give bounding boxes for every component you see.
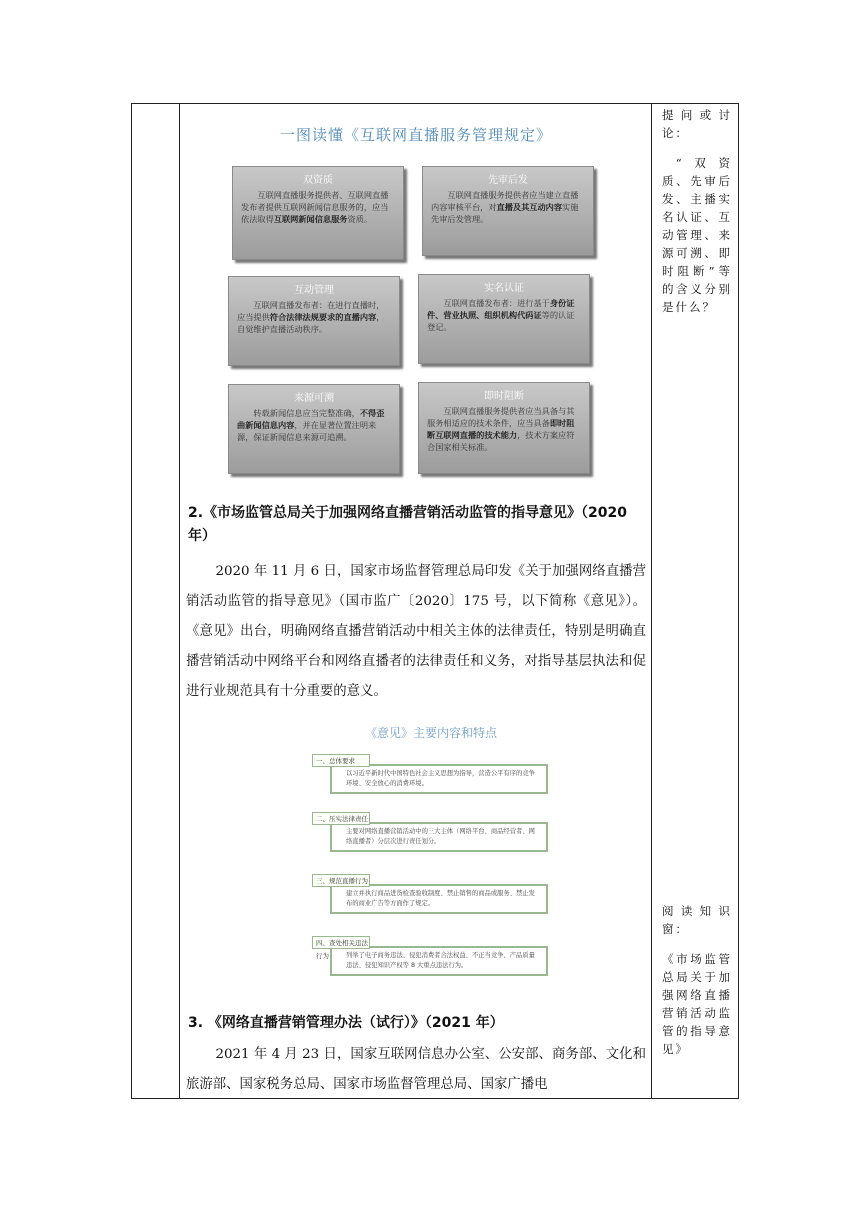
infographic-title: 《意见》主要内容和特点 <box>364 726 497 740</box>
lesson-table <box>131 103 739 1099</box>
section-3-paragraph: 2021 年 4 月 23 日，国家互联网信息办公室、公安部、商务部、文化和旅游部、国家税务总局、国家市场监督管理总局、国家广播电 <box>186 1047 646 1092</box>
opinion-section-text: 建立并执行商品进货检查验收制度、禁止销售的商品或服务、禁止发布的商业广告等方面作了规定。 <box>330 884 548 914</box>
card-body: 互联网直播发布者：进行基于身份证件、营业执照、组织机构代码证等的认证登记。 <box>427 298 575 332</box>
card-title: 实名认证 <box>484 283 524 294</box>
card-dual-qualification <box>232 166 404 260</box>
section-3-heading: 3. 《网络直播营销管理办法（试行）》（2021 年） <box>188 1015 504 1031</box>
opinion-section-label: 二、压实法律责任 <box>312 812 370 825</box>
card-body: 转载新闻信息应当完整准确，不得歪曲新闻信息内容，并在显著位置注明来源，保证新闻信息来源可追溯。 <box>237 408 385 442</box>
opinion-section-text: 主要对网络直播营销活动中的三大主体（网络平台、商品经营者、网络直播者）分层次进行责任划分。 <box>330 822 548 852</box>
card-title: 互动管理 <box>294 285 334 296</box>
section-2-heading: 2.《市场监管总局关于加强网络直播营销活动监管的指导意见》（2020年） <box>188 505 628 544</box>
card-interaction-management <box>228 276 400 366</box>
card-title: 来源可溯 <box>294 393 334 404</box>
card-body: 互联网直播服务提供者应当具备与其服务相适应的技术条件，应当具备即时阻断互联网直播的技术能力，技术方案应符合国家相关标准。 <box>427 406 575 452</box>
left-column <box>132 104 180 1098</box>
card-title: 先审后发 <box>488 175 528 186</box>
opinion-section-label: 一、总体要求 <box>312 754 370 767</box>
infographic-opinion-contents <box>312 724 550 986</box>
card-real-name-authentication <box>418 274 590 364</box>
infographic-title: 一图读懂《互联网直播服务管理规定》 <box>279 126 552 144</box>
discussion-prompt-body: “双资质、先审后发、主播实名认证、互动管理、来源可溯、即时阻断”等的含义分别是什么？ <box>662 156 732 314</box>
card-instant-blocking <box>418 382 590 474</box>
opinion-section-label: 四、查处相关违法行为 <box>312 936 370 949</box>
card-body: 互联网直播服务提供者、互联网直播发布者提供互联网新闻信息服务的，应当依法取得互联网新闻信息服务资质。 <box>241 190 389 224</box>
card-body: 互联网直播发布者：在进行直播时，应当提供符合法律法规要求的直播内容，自觉维护直播活动秩序。 <box>237 300 385 334</box>
card-traceable-source <box>228 384 400 474</box>
opinion-section-text: 列举了电子商务违法、侵犯消费者合法权益、不正当竞争、产品质量违法、侵犯知识产权等 8 大重点违法行为。 <box>330 946 548 976</box>
card-review-before-publish <box>422 166 594 256</box>
card-title: 即时阻断 <box>484 391 524 402</box>
reading-window-title: 阅读知识窗： <box>662 904 732 936</box>
discussion-prompt-title: 提问或讨论： <box>662 108 732 140</box>
main-column <box>180 104 652 1098</box>
card-body: 互联网直播服务提供者应当建立直播内容审核平台，对直播及其互动内容实施先审后发管理。 <box>431 190 579 224</box>
side-column <box>652 104 738 1098</box>
opinion-section-label: 三、规范直播行为 <box>312 874 370 887</box>
card-title: 双资质 <box>303 175 333 186</box>
opinion-section-text: 以习近平新时代中国特色社会主义思想为指导，营造公平有序的竞争环境、安全放心的消费环境。 <box>330 764 548 794</box>
section-2-paragraph: 2020 年 11 月 6 日，国家市场监督管理总局印发《关于加强网络直播营销活动监管的指导意见》（国市监广〔2020〕175 号，以下简称《意见》）。《意见》出台，明确网络直播营销活动中相关主体的法律责任，特别是明确直播营销活动中网络平台和网络直播者的法律责任和义务，对指导基层执法和促进行业规范具有十分重要的意义。 <box>186 564 646 699</box>
infographic-live-streaming-rules <box>228 114 604 474</box>
reading-window-body: 《市场监管总局关于加强网络直播营销活动监管的指导意见》 <box>662 952 732 1056</box>
